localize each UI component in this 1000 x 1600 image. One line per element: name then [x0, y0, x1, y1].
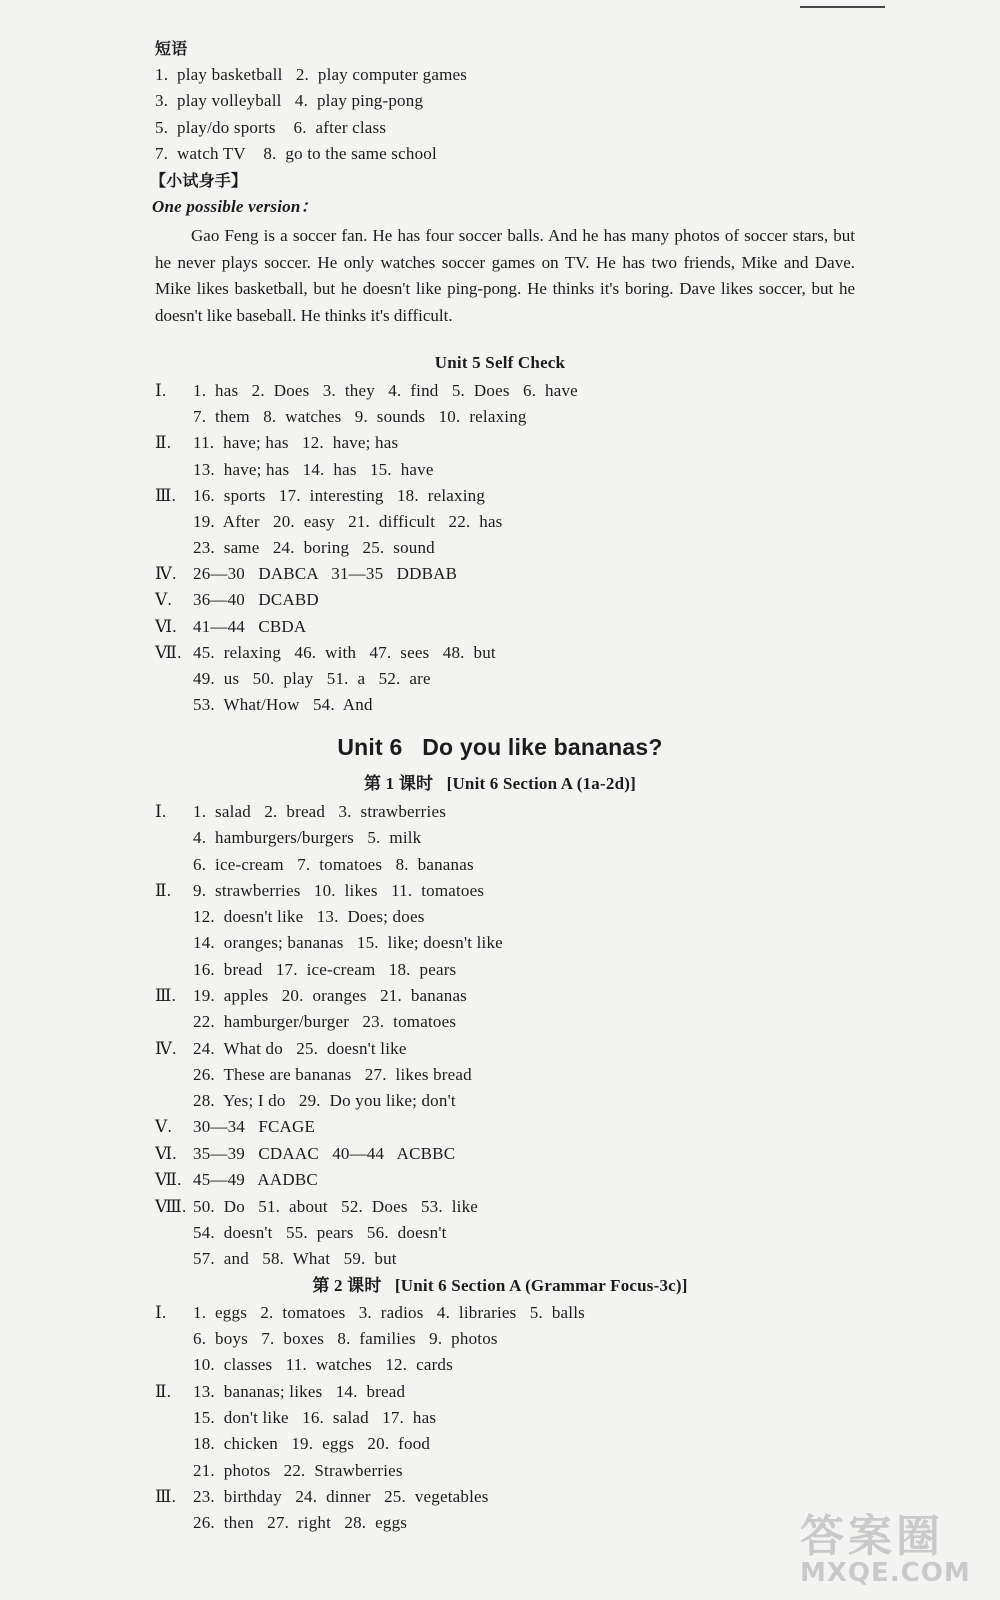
top-rule	[800, 6, 885, 8]
answer-line: 10. classes 11. watches 12. cards	[193, 1355, 453, 1374]
answer-line: 53. What/How 54. And	[193, 695, 373, 714]
roman-numeral: Ⅳ.	[155, 1039, 177, 1058]
answer-line: 15. don't like 16. salad 17. has	[193, 1408, 437, 1427]
answer-line: Ⅳ. 26—30 DABCA 31—35 DDBAB	[155, 564, 458, 583]
site-watermark	[800, 1500, 990, 1595]
answer-line: Ⅶ. 45. relaxing 46. with 47. sees 48. but	[155, 643, 496, 662]
roman-numeral: Ⅱ.	[155, 433, 172, 452]
answer-line: 21. photos 22. Strawberries	[193, 1461, 403, 1480]
answer-line: 26. then 27. right 28. eggs	[193, 1513, 408, 1532]
answer-line: 54. doesn't 55. pears 56. doesn't	[193, 1223, 447, 1242]
phrases-heading: 短语	[155, 39, 188, 58]
version-label: One possible version：	[152, 197, 318, 216]
roman-numeral: Ⅲ.	[155, 486, 177, 505]
lesson1-title: 第 1 课时 [Unit 6 Section A (1a-2d)]	[364, 774, 636, 793]
answer-line: Ⅲ. 16. sports 17. interesting 18. relaxing	[155, 486, 486, 505]
answer-line: 6. boys 7. boxes 8. families 9. photos	[193, 1329, 498, 1348]
answer-line: Ⅰ. 1. salad 2. bread 3. strawberries	[155, 802, 447, 821]
watermark-cn: 答案圈	[800, 1511, 944, 1562]
answer-line: Ⅱ. 13. bananas; likes 14. bread	[155, 1382, 406, 1401]
roman-numeral: Ⅲ.	[155, 986, 177, 1005]
try-it-heading: 【小试身手】	[150, 171, 248, 190]
answer-line: 28. Yes; I do 29. Do you like; don't	[193, 1091, 456, 1110]
answer-line: 19. After 20. easy 21. difficult 22. has	[193, 512, 503, 531]
answer-line: Ⅵ. 35—39 CDAAC 40—44 ACBBC	[155, 1144, 456, 1163]
answer-line: 26. These are bananas 27. likes bread	[193, 1065, 472, 1084]
roman-numeral: Ⅵ.	[155, 1144, 177, 1163]
phrase-line: 1. play basketball 2. play computer games	[155, 65, 468, 84]
answer-line: 22. hamburger/burger 23. tomatoes	[193, 1012, 457, 1031]
answer-line: Ⅴ. 30—34 FCAGE	[155, 1117, 316, 1136]
answer-line: 57. and 58. What 59. but	[193, 1249, 397, 1268]
answer-line: Ⅲ. 19. apples 20. oranges 21. bananas	[155, 986, 467, 1005]
answer-line: Ⅱ. 11. have; has 12. have; has	[155, 433, 399, 452]
roman-numeral: Ⅷ.	[155, 1197, 187, 1216]
answer-line: 13. have; has 14. has 15. have	[193, 460, 434, 479]
roman-numeral: Ⅶ.	[155, 1170, 182, 1189]
answer-line: Ⅶ. 45—49 AADBC	[155, 1170, 318, 1189]
roman-numeral: Ⅵ.	[155, 617, 177, 636]
phrase-line: 3. play volleyball 4. play ping-pong	[155, 91, 424, 110]
roman-numeral: Ⅳ.	[155, 564, 177, 583]
answer-line: 23. same 24. boring 25. sound	[193, 538, 435, 557]
answer-line: 12. doesn't like 13. Does; does	[193, 907, 425, 926]
roman-numeral: Ⅶ.	[155, 643, 182, 662]
answer-line: Ⅰ. 1. eggs 2. tomatoes 3. radios 4. libraries 5. balls	[155, 1303, 585, 1322]
answer-line: 7. them 8. watches 9. sounds 10. relaxing	[193, 407, 527, 426]
roman-numeral: Ⅰ.	[155, 381, 167, 400]
unit5-self-check-title: Unit 5 Self Check	[434, 353, 566, 372]
roman-numeral: Ⅱ.	[155, 1382, 172, 1401]
unit6-title: Unit 6 Do you like bananas?	[337, 734, 663, 760]
answer-line: 6. ice-cream 7. tomatoes 8. bananas	[193, 855, 474, 874]
roman-numeral: Ⅰ.	[155, 1303, 167, 1322]
answer-line: 4. hamburgers/burgers 5. milk	[193, 828, 422, 847]
answer-line: 16. bread 17. ice-cream 18. pears	[193, 960, 457, 979]
roman-numeral: Ⅴ.	[155, 590, 172, 609]
answer-line: Ⅵ. 41—44 CBDA	[155, 617, 307, 636]
answer-line: Ⅷ. 50. Do 51. about 52. Does 53. like	[155, 1197, 479, 1216]
answer-line: Ⅱ. 9. strawberries 10. likes 11. tomatoes	[155, 881, 485, 900]
phrase-line: 7. watch TV 8. go to the same school	[155, 144, 437, 163]
roman-numeral: Ⅰ.	[155, 802, 167, 821]
lesson2-title: 第 2 课时 [Unit 6 Section A (Grammar Focus-3c)]	[312, 1276, 688, 1295]
roman-numeral: Ⅲ.	[155, 1487, 177, 1506]
answer-line: 18. chicken 19. eggs 20. food	[193, 1434, 431, 1453]
roman-numeral: Ⅱ.	[155, 881, 172, 900]
answer-line: 14. oranges; bananas 15. like; doesn't like	[193, 933, 503, 952]
answer-line: Ⅳ. 24. What do 25. doesn't like	[155, 1039, 407, 1058]
answer-line: 49. us 50. play 51. a 52. are	[193, 669, 431, 688]
phrase-line: 5. play/do sports 6. after class	[155, 118, 387, 137]
watermark-en: MXQE.COM	[800, 1558, 971, 1588]
answer-line: Ⅰ. 1. has 2. Does 3. they 4. find 5. Does 6. have	[155, 381, 578, 400]
answer-line: Ⅲ. 23. birthday 24. dinner 25. vegetables	[155, 1487, 489, 1506]
answer-line: Ⅴ. 36—40 DCABD	[155, 590, 319, 609]
roman-numeral: Ⅴ.	[155, 1117, 172, 1136]
sample-paragraph: Gao Feng is a soccer fan. He has four soccer balls. And he has many photos of soccer stars, but he never plays soccer. He only watches soccer games on TV. He has two friends, Mike and Dave. Mike likes basketball, but he doesn't like ping-pong. He thinks it's boring. Dave likes soccer, but he doesn't like baseball. He thinks it's difficult.	[155, 226, 855, 325]
